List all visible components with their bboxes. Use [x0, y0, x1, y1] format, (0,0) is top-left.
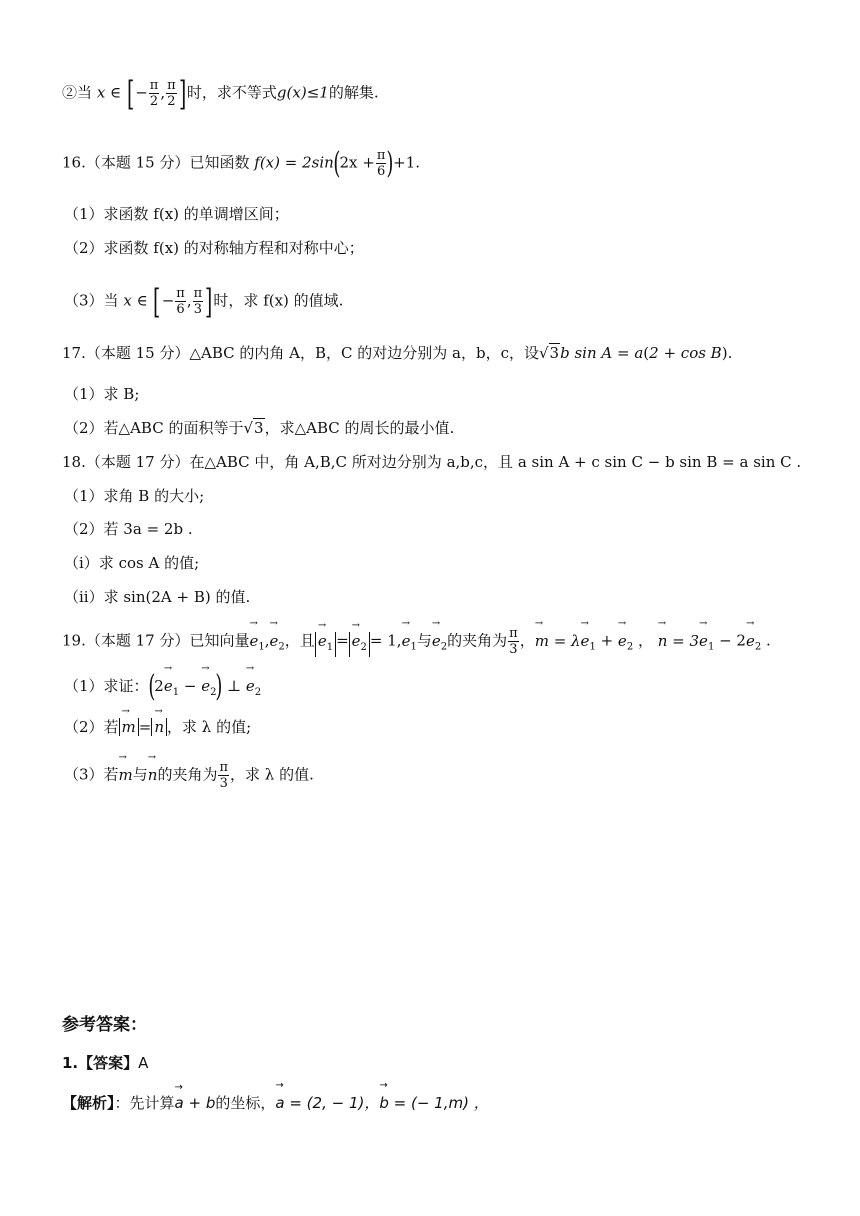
- q18-stem: 18.（本题 17 分）在△ABC 中，角 A,B,C 所对边分别为 a,b,c，且 a sin A + c sin C − b sin B = a sin C .: [62, 453, 802, 471]
- q18-part2-ii: （ii）求 sin(2A + B) 的值.: [64, 588, 251, 606]
- q18-part2: （2）若 3a = 2b .: [64, 520, 193, 538]
- fraction: $\frac{\pi}{2}$: [167, 78, 176, 109]
- q18-part2-i: （i）求 cos A 的值;: [64, 554, 200, 572]
- q15-part2: ②当 x ∈ [− $\frac{\pi}{2}$ , $\frac{\pi}{2}$ ]时，求不等式g(x)≤1的解集.: [62, 73, 379, 114]
- q16-part2: （2）求函数 f(x) 的对称轴方程和对称中心；: [64, 239, 364, 257]
- q19-stem: 19.（本题 17 分）已知向量→ $e_1,\to e_2$，且→ $e_1 =\to e_2 = 1,\to e_1$与→ $e_2$的夹角为 $\frac{\pi}{3}$ ，→ $m = \lambda\to e_1$ + → $e_2$ ， → $n = 3\to e_1 - 2\to e_2$ .: [62, 626, 771, 659]
- q19-part1: （1）求证：($2\to e_1$ − → $e_2$) ⊥ → $e_2$: [64, 672, 261, 704]
- q16-part1: （1）求函数 f(x) 的单调增区间；: [64, 205, 289, 223]
- q18-part1: （1）求角 B 的大小;: [64, 487, 205, 505]
- fraction: $\frac{\pi}{2}$: [149, 78, 159, 109]
- q17-part1: （1）求 B;: [64, 385, 140, 403]
- q16-part3: （3）当 x ∈ [− $\frac{\pi}{6}$ , $\frac{\pi}{3}$ ]时，求 f(x) 的值域.: [64, 281, 344, 322]
- answers-heading: 参考答案：: [62, 1015, 147, 1035]
- analysis-1: 【解析】：先计算→ a + b的坐标，→ a = (2, − 1)，→ b = (− 1,m) ，: [62, 1092, 489, 1113]
- circled-number: ②: [62, 83, 78, 102]
- q17-stem: 17.（本题 15 分）△ABC 的内角 A，B，C 的对边分别为 a，b，c，设√3b sin A = a(2 + cos B).: [62, 344, 733, 362]
- q17-part2: （2）若△ABC 的面积等于√3，求△ABC 的周长的最小值.: [64, 419, 455, 437]
- q16-stem: 16.（本题 15 分）已知函数 f(x) = 2sin(2x + $\frac{\pi}{6}$ )+1.: [62, 145, 421, 181]
- q19-part3: （3）若→ m与→ n的夹角为 $\frac{\pi}{3}$ ，求 λ 的值.: [64, 760, 314, 791]
- answer-1: 1.【答案】A: [62, 1054, 149, 1072]
- q19-part2: （2）若→ m =→ n ，求 λ 的值;: [64, 717, 251, 737]
